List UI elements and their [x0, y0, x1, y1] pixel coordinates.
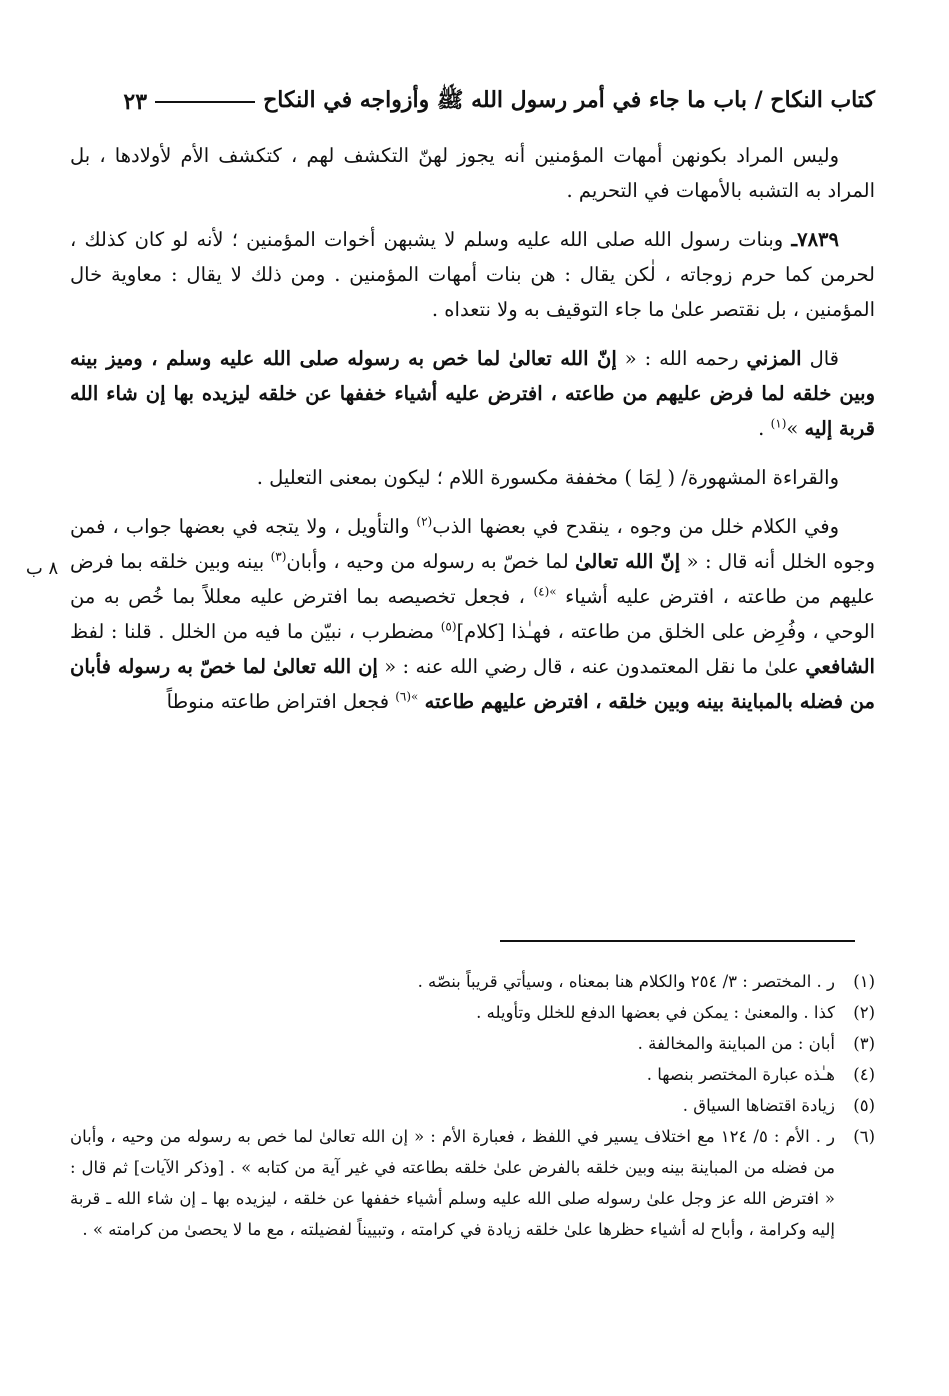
text-segment: لما خصّ به رسوله من وحيه ، وأبان [286, 550, 569, 573]
footnotes [70, 966, 875, 1245]
text-segment: ، فجعل تخصيصه بما افترض عليه معللاً بما خُص به من الوحي ، وفُرِض على الخلق من طاعته ، فهـٰذا [كلام] [70, 585, 875, 643]
page-number: ٢٣ [123, 89, 148, 115]
footnote-text: ر . المختصر : ٣/ ٢٥٤ والكلام هنا بمعناه ، وسيأتي قريباً بنصّه . [417, 972, 835, 991]
text-segment: بينه وبين خلقه بما فرض عليهم من طاعته ، افترض عليه أشياء [70, 550, 875, 608]
quoted-text: إنّ الله تعالىٰ لما خص به رسوله صلى الله عليه وسلم ، وميز بينه وبين خلقه لما فرض عليهم من طاعته ، افترض عليه أشياء خففها عن خلقه ليزيده بها إن شاء الله قربة إليه [70, 347, 875, 440]
footnote-ref-1[interactable]: (١) [770, 416, 787, 431]
manuscript-folio-note: ٨ ب [25, 558, 59, 579]
analysis-paragraph [70, 509, 875, 719]
quote-close: » [786, 417, 799, 440]
text-segment: وفي الكلام خلل من وجوه ، ينقدح في بعضها الذب [432, 515, 839, 538]
footnote-2 [70, 997, 875, 1028]
running-header [70, 82, 875, 122]
muzani-quote-paragraph [70, 341, 875, 446]
paragraph-number: ٧٨٣٩ـ [791, 228, 840, 251]
bold-segment: إنّ الله تعالىٰ [575, 550, 681, 573]
footnote-ref-3[interactable]: (٣) [270, 549, 287, 564]
footnote-ref-5[interactable]: (٥) [440, 619, 457, 634]
footnote-number: (٥) [853, 1096, 875, 1115]
paragraph-1: وليس المراد بكونهن أمهات المؤمنين أنه يجوز لهنّ التكشف لهم ، كتكشف الأم لأولادها ، بل المراد به التشبه بالأمهات في التحريم . [70, 144, 875, 202]
main-text [70, 138, 875, 731]
paragraph-text: وبنات رسول الله صلى الله عليه وسلم لا يشبهن أخوات المؤمنين ؛ لأنه لو كان كذلك ، لحرمن كما حرم زوجاته ، لٰكن يقال : هن بنات أمهات المؤمنين . ومن ذلك لا يقال : معاوية خال المؤمنين ، بل نقتصر علىٰ ما جاء التوقيف به ولا نتعداه . [70, 228, 875, 321]
footnote-number: (٦) [853, 1127, 875, 1146]
quote-lead: قال [809, 347, 839, 370]
footnote-ref-4[interactable]: »(٤) [533, 584, 557, 599]
footnote-6 [70, 1121, 875, 1245]
footnote-number: (٣) [853, 1034, 875, 1053]
footnote-text: هـٰذه عبارة المختصر بنصها . [646, 1065, 835, 1084]
footnote-text: ر . الأم : ٥/ ١٢٤ مع اختلاف يسير في اللفظ ، فعبارة الأم : « إن الله تعالىٰ لما خص به رسوله من وحيه ، وأبان من فضله من المباينة بينه وبين خلقه بالفرض علىٰ خلقه بطاعته في غير آية من كتابه » . [وذكر الآيات] ثم قال : « افترض الله عز وجل علىٰ رسوله صلى الله عليه وسلم أشياء خففها عن خلقه ، ليزيده بها ـ إن شاء الله ـ قربة إليه وكرامة ، وأباح له أشياء حظرها علىٰ خلقه زيادة في كرامته ، وتبييناً لفضيلته ، مع ما لا يحصىٰ من كرامته » . [70, 1127, 835, 1239]
footnote-4 [70, 1059, 875, 1090]
footnote-text: أبان : من المباينة والمخالفة . [637, 1034, 835, 1053]
footnote-5 [70, 1090, 875, 1121]
header-rule [155, 101, 255, 103]
footnote-1 [70, 966, 875, 997]
header-title: كتاب النكاح / باب ما جاء في أمر رسول الله ﷺ وأزواجه في النكاح [263, 87, 875, 113]
footnote-ref-2[interactable]: (٢) [416, 514, 433, 529]
paragraph-7839 [70, 222, 875, 327]
quote-intro: رحمه الله : « [624, 347, 739, 370]
author-name: المزني [746, 347, 802, 370]
footnote-text: كذا . والمعنىٰ : يمكن في بعضها الدفع للخلل وتأويله . [476, 1003, 835, 1022]
footnote-number: (١) [853, 972, 875, 991]
footnote-ref-6[interactable]: »(٦) [395, 689, 419, 704]
text-segment: مضطرب ، نبيّن ما فيه من الخلل . قلنا : لفظ [70, 620, 435, 643]
shafii-quote: إن الله تعالىٰ لما خصّ به رسوله فأبان من فضله بالمباينة بينه وبين خلقه ، افترض عليهم طاعته [70, 655, 875, 713]
footnote-text: زيادة اقتضاها السياق . [682, 1096, 835, 1115]
shafii-name: الشافعي [805, 655, 875, 678]
text-segment: علىٰ ما نقل المعتمدون عنه ، قال رضي الله عنه : « [384, 655, 799, 678]
text-segment: فجعل افتراض طاعته منوطاً [166, 690, 390, 713]
reading-paragraph: والقراءة المشهورة/ ( لِمَا ) مخففة مكسورة اللام ؛ ليكون بمعنى التعليل . [256, 466, 839, 489]
footnote-separator [500, 940, 855, 942]
footnote-number: (٤) [853, 1065, 875, 1084]
period: . [758, 417, 765, 440]
footnote-number: (٢) [853, 1003, 875, 1022]
footnote-3 [70, 1028, 875, 1059]
text-segment: والتأويل ، ولا يتجه في بعضها جواب ، فمن وجوه الخلل أنه قال : « [70, 515, 876, 573]
